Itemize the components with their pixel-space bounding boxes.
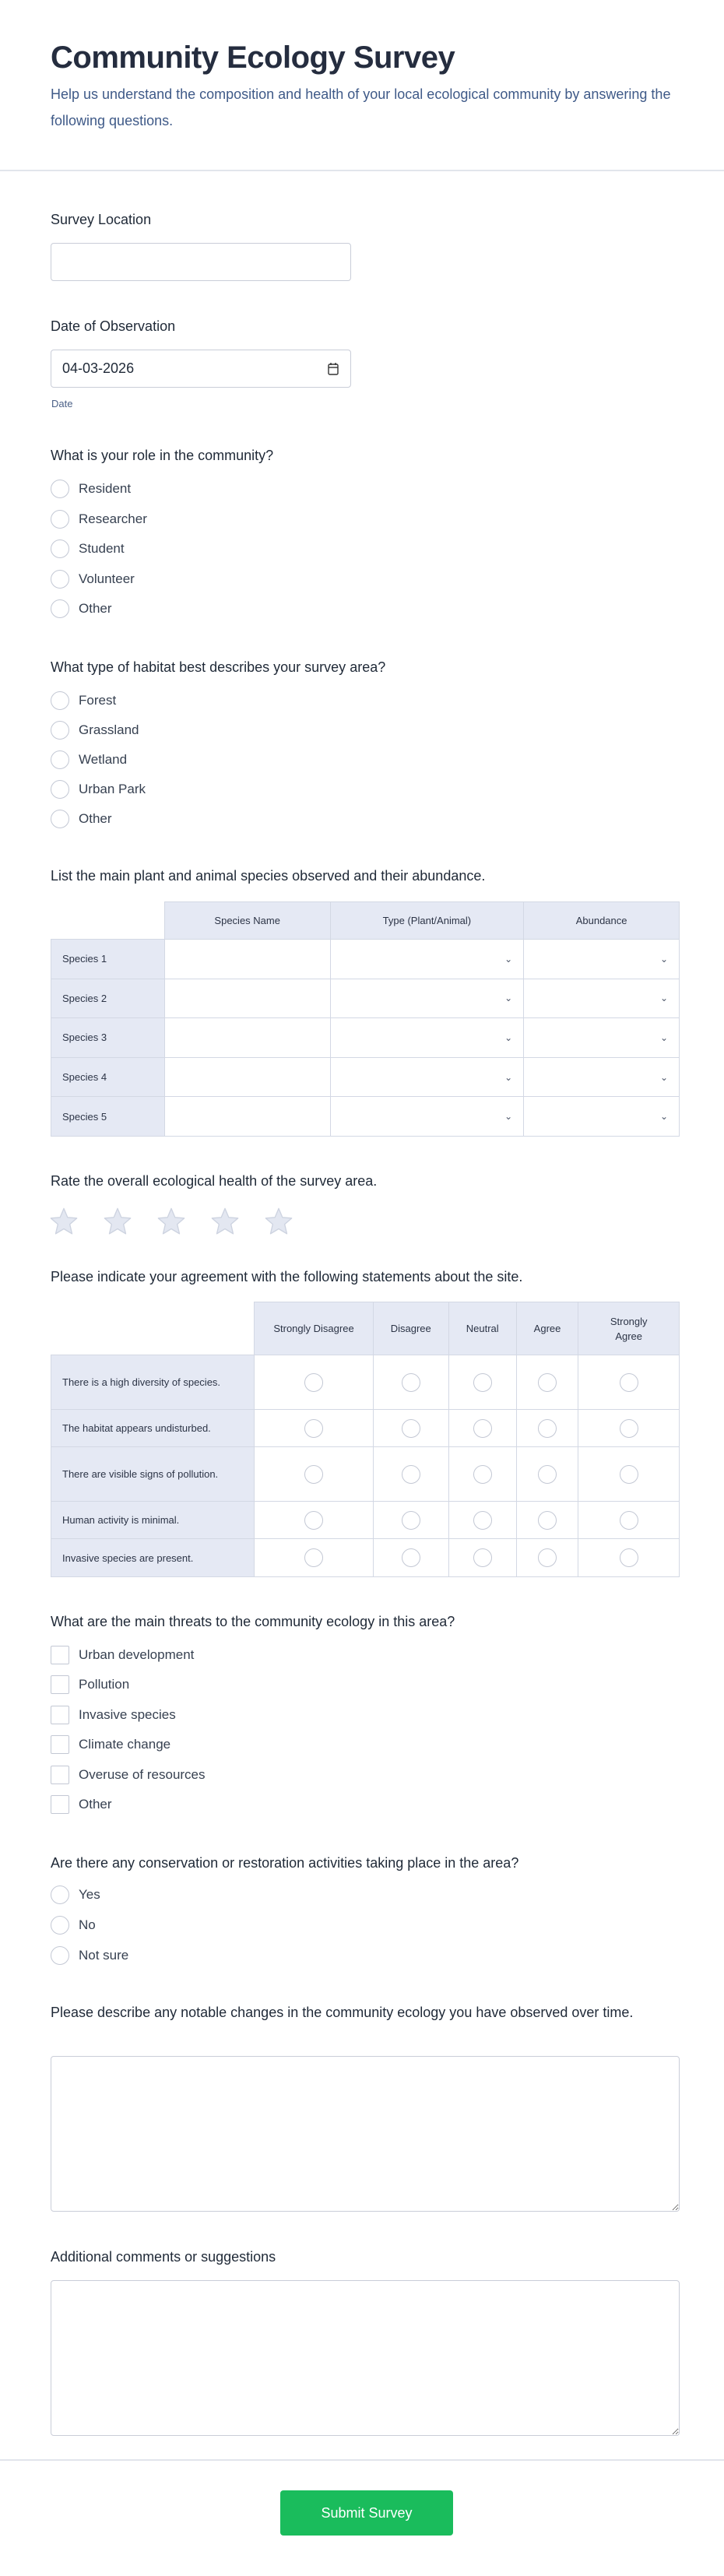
radio-button[interactable] [620,1548,638,1567]
option-label: Grassland [79,722,139,738]
species-name-input[interactable] [164,1018,330,1058]
checkbox[interactable] [51,1646,69,1664]
option-label: Invasive species [79,1706,176,1722]
radio-button[interactable] [538,1548,557,1567]
radio-button[interactable] [51,1885,69,1904]
radio-button[interactable] [473,1511,492,1530]
radio-button[interactable] [51,539,69,558]
radio-button[interactable] [620,1511,638,1530]
role-option[interactable] [51,508,147,531]
species-name-input[interactable] [164,979,330,1018]
option-label: No [79,1917,96,1932]
type-select[interactable] [330,979,524,1018]
radio-button[interactable] [538,1465,557,1484]
radio-button[interactable] [402,1511,420,1530]
habitat-option[interactable] [51,807,112,831]
option-label: Not sure [79,1948,129,1963]
type-select[interactable] [330,940,524,979]
conservation-question: Are there any conservation or restoration activities taking place in the area? [51,1855,519,1871]
matrix-cell[interactable] [373,1355,448,1410]
rating-question: Rate the overall ecological health of the survey area. [51,1173,378,1189]
chevron-down-icon: ⌄ [504,1071,513,1083]
radio-button[interactable] [473,1548,492,1567]
column-header: Species Name [164,902,330,940]
table-row [51,979,680,1018]
species-header-row [51,902,680,940]
species-table [51,901,680,1137]
option-label: Yes [79,1887,100,1902]
matrix-cell[interactable] [255,1539,373,1577]
column-header: Neutral [448,1302,516,1355]
star-icon[interactable] [209,1206,241,1237]
threats-option[interactable] [51,1793,112,1816]
matrix-cell[interactable] [516,1502,578,1539]
role-option[interactable] [51,537,125,561]
chevron-down-icon: ⌄ [504,1111,513,1123]
table-row [51,1539,680,1577]
matrix-cell[interactable] [578,1410,680,1447]
matrix-cell[interactable] [448,1410,516,1447]
threats-question: What are the main threats to the community ecology in this area? [51,1614,455,1629]
matrix-cell[interactable] [578,1355,680,1410]
date-label: Date of Observation [51,318,176,334]
matrix-cell[interactable] [578,1539,680,1577]
option-label: Wetland [79,752,128,768]
option-label: Pollution [79,1677,130,1692]
date-input[interactable] [51,350,351,388]
abundance-select[interactable] [524,1057,680,1097]
matrix-cell[interactable] [255,1355,373,1410]
matrix-cell[interactable] [448,1502,516,1539]
table-row [51,1097,680,1137]
chevron-down-icon: ⌄ [504,953,513,965]
radio-button[interactable] [538,1419,557,1438]
radio-button[interactable] [51,599,69,618]
species-name-input[interactable] [164,1097,330,1137]
changes-question: Please describe any notable changes in the community ecology you have observed over time. [51,2005,634,2020]
option-label: Volunteer [79,571,135,586]
changes-textarea[interactable] [51,2056,680,2212]
matrix-cell[interactable] [516,1447,578,1502]
comments-question: Additional comments or suggestions [51,2249,276,2265]
habitat-option[interactable] [51,719,139,742]
chevron-down-icon: ⌄ [659,993,668,1004]
row-header: The habitat appears undisturbed. [51,1410,255,1447]
matrix-cell[interactable] [448,1539,516,1577]
table-row [51,1057,680,1097]
checkbox[interactable] [51,1735,69,1754]
blank-corner [51,1302,255,1355]
radio-button[interactable] [51,1916,69,1935]
radio-button[interactable] [51,570,69,589]
table-row [51,1447,680,1502]
species-name-input[interactable] [164,940,330,979]
checkbox[interactable] [51,1766,69,1784]
abundance-select[interactable] [524,979,680,1018]
row-header: There is a high diversity of species. [51,1355,255,1410]
header-divider [0,170,724,171]
checkbox[interactable] [51,1675,69,1694]
option-label: Urban Park [79,782,146,797]
column-header: Type (Plant/Animal) [330,902,524,940]
radio-button[interactable] [473,1373,492,1392]
chevron-down-icon: ⌄ [659,953,668,965]
radio-button[interactable] [538,1511,557,1530]
type-select[interactable] [330,1057,524,1097]
matrix-cell[interactable] [373,1502,448,1539]
matrix-cell[interactable] [516,1410,578,1447]
star-icon[interactable] [48,1206,79,1237]
habitat-option[interactable] [51,689,116,712]
option-label: Overuse of resources [79,1766,206,1782]
type-select[interactable] [330,1018,524,1058]
column-header: Agree [516,1302,578,1355]
agreement-question: Please indicate your agreement with the following statements about the site. [51,1269,523,1284]
row-header: Species 2 [51,979,165,1018]
column-header: Strongly Disagree [255,1302,373,1355]
matrix-cell[interactable] [373,1447,448,1502]
matrix-cell[interactable] [255,1502,373,1539]
threats-option[interactable] [51,1673,129,1696]
conservation-option[interactable] [51,1914,96,1937]
radio-button[interactable] [402,1373,420,1392]
blank-corner [51,902,165,940]
option-label: Researcher [79,511,147,526]
star-icon[interactable] [102,1206,133,1237]
role-option[interactable] [51,597,112,620]
page-subtitle: Help us understand the composition and health of your local ecological community by answering the following questions. [51,86,671,128]
matrix-cell[interactable] [516,1355,578,1410]
radio-button[interactable] [538,1373,557,1392]
radio-button[interactable] [620,1465,638,1484]
footer-divider [0,2459,724,2461]
conservation-option[interactable] [51,1883,100,1907]
row-header: Species 4 [51,1057,165,1097]
radio-button[interactable] [51,691,69,710]
chevron-down-icon: ⌄ [659,1031,668,1043]
radio-button[interactable] [51,780,69,799]
matrix-cell[interactable] [516,1539,578,1577]
radio-button[interactable] [51,721,69,740]
radio-button[interactable] [402,1465,420,1484]
abundance-select[interactable] [524,940,680,979]
date-helper: Date [51,398,73,409]
column-header: Abundance [524,902,680,940]
radio-button[interactable] [473,1419,492,1438]
option-label: Forest [79,693,117,708]
table-row [51,940,680,979]
habitat-option[interactable] [51,748,127,771]
location-label: Survey Location [51,212,152,227]
option-label: Other [79,811,112,827]
comments-textarea[interactable] [51,2280,680,2436]
page-title: Community Ecology Survey [51,40,455,75]
matrix-cell[interactable] [373,1539,448,1577]
radio-button[interactable] [402,1419,420,1438]
option-label: Climate change [79,1737,171,1752]
conservation-option[interactable] [51,1944,128,1967]
radio-button[interactable] [304,1548,323,1567]
table-row [51,1410,680,1447]
submit-button[interactable]: Submit Survey [280,2490,453,2536]
matrix-cell[interactable] [373,1410,448,1447]
species-question: List the main plant and animal species observed and their abundance. [51,868,486,884]
chevron-down-icon: ⌄ [504,993,513,1004]
radio-button[interactable] [402,1548,420,1567]
agreement-matrix [51,1302,680,1577]
table-row [51,1018,680,1058]
matrix-cell[interactable] [255,1410,373,1447]
table-row [51,1502,680,1539]
radio-button[interactable] [304,1419,323,1438]
radio-button[interactable] [620,1419,638,1438]
matrix-cell[interactable] [448,1447,516,1502]
radio-button[interactable] [304,1465,323,1484]
habitat-question: What type of habitat best describes your survey area? [51,659,386,675]
option-label: Resident [79,481,132,496]
matrix-header-row [51,1302,680,1355]
habitat-option[interactable] [51,778,146,801]
checkbox[interactable] [51,1706,69,1724]
row-header: Species 3 [51,1018,165,1058]
column-header: Disagree [373,1302,448,1355]
abundance-select[interactable] [524,1018,680,1058]
star-icon[interactable] [156,1206,187,1237]
chevron-down-icon: ⌄ [504,1031,513,1043]
calendar-icon[interactable] [327,362,339,376]
row-header: Species 5 [51,1097,165,1137]
threats-option[interactable] [51,1733,170,1756]
chevron-down-icon: ⌄ [659,1071,668,1083]
threats-option[interactable] [51,1763,206,1787]
matrix-cell[interactable] [255,1447,373,1502]
option-label: Other [79,601,112,616]
radio-button[interactable] [473,1465,492,1484]
option-label: Urban development [79,1647,195,1662]
row-header: There are visible signs of pollution. [51,1447,255,1502]
threats-option[interactable] [51,1703,176,1727]
option-label: Other [79,1797,112,1812]
radio-button[interactable] [620,1373,638,1392]
matrix-cell[interactable] [448,1355,516,1410]
table-row [51,1355,680,1410]
date-value: 04-03-2026 [62,360,135,376]
role-option[interactable] [51,477,131,501]
abundance-select[interactable] [524,1097,680,1137]
radio-button[interactable] [51,750,69,769]
row-header: Species 1 [51,940,165,979]
radio-button[interactable] [51,480,69,498]
matrix-cell[interactable] [578,1447,680,1502]
radio-button[interactable] [304,1511,323,1530]
star-rating [48,1206,294,1237]
radio-button[interactable] [304,1373,323,1392]
role-option[interactable] [51,568,135,591]
radio-button[interactable] [51,1946,69,1965]
role-question: What is your role in the community? [51,448,274,463]
species-name-input[interactable] [164,1057,330,1097]
option-label: Student [79,541,125,556]
location-input[interactable] [51,243,351,281]
type-select[interactable] [330,1097,524,1137]
column-header: Strongly Agree [578,1302,680,1355]
star-icon[interactable] [263,1206,294,1237]
checkbox[interactable] [51,1795,69,1814]
chevron-down-icon: ⌄ [659,1111,668,1123]
threats-option[interactable] [51,1643,194,1667]
radio-button[interactable] [51,510,69,529]
row-header: Human activity is minimal. [51,1502,255,1539]
row-header: Invasive species are present. [51,1539,255,1577]
radio-button[interactable] [51,810,69,828]
matrix-cell[interactable] [578,1502,680,1539]
